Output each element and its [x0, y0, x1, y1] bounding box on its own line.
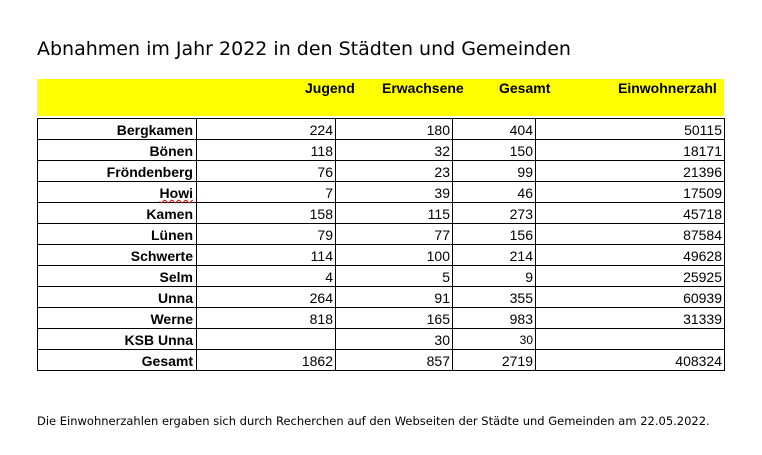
gesamt-cell: 46	[453, 182, 536, 203]
erwachsene-cell: 180	[336, 119, 453, 140]
einwohner-cell: 31339	[536, 308, 725, 329]
city-name: Bergkamen	[38, 119, 197, 140]
header-gesamt: Gesamt	[499, 80, 551, 96]
city-name: Bönen	[38, 140, 197, 161]
einwohner-cell: 45718	[536, 203, 725, 224]
erwachsene-cell: 30	[336, 329, 453, 350]
einwohner-cell: 17509	[536, 182, 725, 203]
einwohner-cell	[536, 329, 725, 350]
gesamt-cell: 214	[453, 245, 536, 266]
city-name: Fröndenberg	[38, 161, 197, 182]
gesamt-cell: 983	[453, 308, 536, 329]
einwohner-cell: 18171	[536, 140, 725, 161]
gesamt-cell: 30	[453, 329, 536, 350]
erwachsene-cell: 32	[336, 140, 453, 161]
gesamt-cell: 355	[453, 287, 536, 308]
gesamt-cell: 273	[453, 203, 536, 224]
gesamt-cell: 404	[453, 119, 536, 140]
header-erwachsene: Erwachsene	[382, 80, 464, 96]
city-name: KSB Unna	[38, 329, 197, 350]
city-name: Lünen	[38, 224, 197, 245]
jugend-cell	[197, 329, 336, 350]
jugend-cell: 224	[197, 119, 336, 140]
jugend-cell: 158	[197, 203, 336, 224]
spellcheck-underlined-name: Howi	[159, 185, 193, 201]
gesamt-total: 2719	[453, 350, 536, 371]
city-name: Unna	[38, 287, 197, 308]
header-einwohnerzahl: Einwohnerzahl	[618, 80, 717, 96]
erwachsene-cell: 91	[336, 287, 453, 308]
einwohner-cell: 49628	[536, 245, 725, 266]
jugend-cell: 818	[197, 308, 336, 329]
jugend-cell: 264	[197, 287, 336, 308]
document-title: Abnahmen im Jahr 2022 in den Städten und Gemeinden	[37, 38, 571, 60]
jugend-cell: 114	[197, 245, 336, 266]
einwohner-cell: 50115	[536, 119, 725, 140]
table-row	[38, 203, 725, 224]
city-name: Kamen	[38, 203, 197, 224]
erwachsene-cell: 100	[336, 245, 453, 266]
table-row	[38, 224, 725, 245]
jugend-cell: 7	[197, 182, 336, 203]
erwachsene-total: 857	[336, 350, 453, 371]
erwachsene-cell: 23	[336, 161, 453, 182]
jugend-cell: 118	[197, 140, 336, 161]
city-name	[38, 182, 197, 203]
einwohner-cell: 25925	[536, 266, 725, 287]
table-row	[38, 119, 725, 140]
einwohner-cell: 87584	[536, 224, 725, 245]
total-row	[38, 350, 725, 371]
gesamt-cell: 156	[453, 224, 536, 245]
city-name: Selm	[38, 266, 197, 287]
erwachsene-cell: 39	[336, 182, 453, 203]
footnote: Die Einwohnerzahlen ergaben sich durch Recherchen auf den Webseiten der Städte und Gemeinden am 22.05.2022.	[37, 414, 710, 428]
erwachsene-cell: 165	[336, 308, 453, 329]
gesamt-cell: 99	[453, 161, 536, 182]
einwohner-cell: 60939	[536, 287, 725, 308]
erwachsene-cell: 115	[336, 203, 453, 224]
data-table	[37, 118, 725, 371]
table-row	[38, 266, 725, 287]
total-label: Gesamt	[38, 350, 197, 371]
einwohner-cell: 21396	[536, 161, 725, 182]
gesamt-cell: 9	[453, 266, 536, 287]
erwachsene-cell: 77	[336, 224, 453, 245]
jugend-cell: 76	[197, 161, 336, 182]
erwachsene-cell: 5	[336, 266, 453, 287]
jugend-cell: 79	[197, 224, 336, 245]
city-name: Werne	[38, 308, 197, 329]
gesamt-cell: 150	[453, 140, 536, 161]
jugend-total: 1862	[197, 350, 336, 371]
table-row	[38, 140, 725, 161]
table-row	[38, 182, 725, 203]
table-row	[38, 161, 725, 182]
table-row	[38, 329, 725, 350]
city-name: Schwerte	[38, 245, 197, 266]
table-row	[38, 287, 725, 308]
jugend-cell: 4	[197, 266, 336, 287]
table-row	[38, 245, 725, 266]
header-jugend: Jugend	[305, 80, 355, 96]
einwohner-total: 408324	[536, 350, 725, 371]
table-row	[38, 308, 725, 329]
